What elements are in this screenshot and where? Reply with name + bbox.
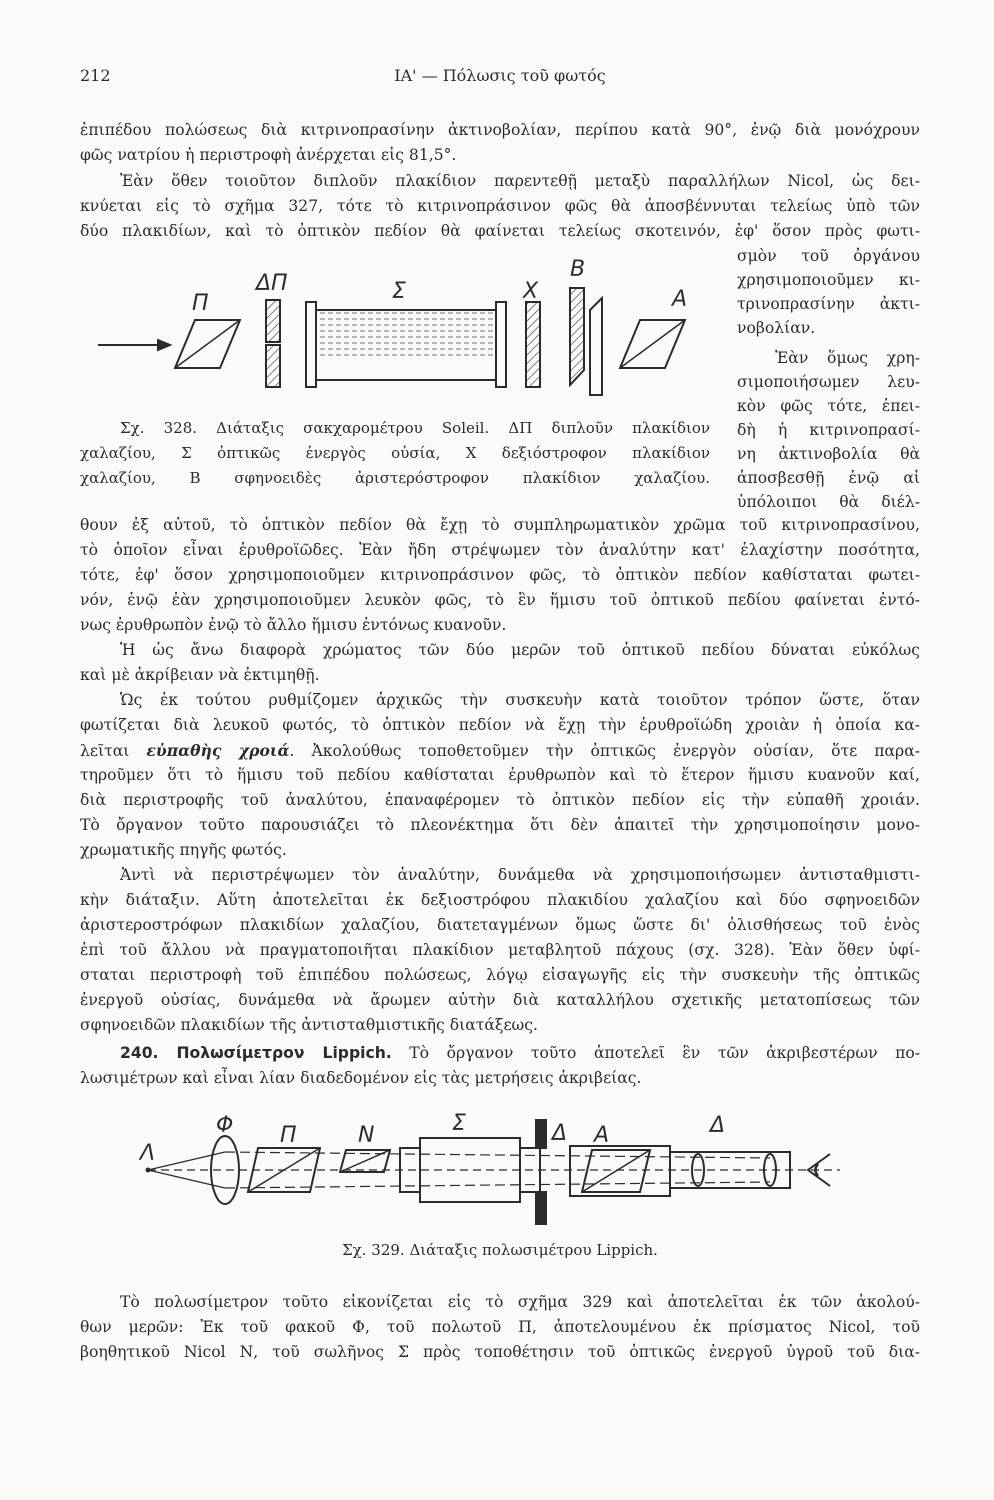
emphasis-term: εὐπαθὴς χροιά [146,741,290,760]
page-number: 212 [80,66,111,85]
text-line: φωτίζεται διὰ λευκοῦ φωτός, τὸ ὀπτικὸν πεδίον νὰ ἔχῃ τὴν ἐρυθροϊώδη χροιὰν ἡ ὁποία κα- [80,716,920,734]
text-line: ἐνεργοῦ οὐσίας, δυνάμεθα νὰ ἄρωμεν αὐτὴν διὰ καταλλήλου σχετικῆς μετατοπίσεως τῶν [80,991,920,1009]
text-line: νως ἐρυθρωπὸν ἐνῷ τὸ ἄλλο ἥμισυ ἐντόνως κυανοῦν. [80,616,507,634]
text-line: κὴν διάταξιν. Αὕτη ἀποτελεῖται ἐκ δεξιοστρόφου πλακιδίου χαλαζίου καὶ δύο σφηνοειδῶν [80,891,920,909]
label-source: Λ [140,1141,156,1166]
side-text-line: δὴ ἡ κιτρινοπρασί- [737,421,920,439]
text-line: Ὡς ἐκ τούτου ρυθμίζομεν ἀρχικῶς τὴν συσκευὴν κατὰ τοιοῦτον τρόπον ὥστε, ὅταν [120,691,920,709]
double-plate-upper [266,300,280,342]
text-line: Τὸ πολωσίμετρον τοῦτο εἰκονίζεται εἰς τὸ σχῆμα 329 καὶ ἀποτελεῖται ἐκ τῶν ἀκολού- [120,1293,920,1311]
light-source [146,1168,151,1173]
text-line: ἐπὶ τοῦ ἄλλου νὰ πραγματοποιῆται πλακίδιον μεταβλητοῦ πάχους (σχ. 328). Ἐὰν ὅθεν ὑφί- [80,941,920,959]
double-plate-lower [266,345,280,387]
label-auxiliary-nicol: Ν [358,1123,375,1148]
label-telescope: Δ [710,1113,726,1138]
text-line: θουν ἐξ αὐτοῦ, τὸ ὀπτικὸν πεδίον θὰ ἔχῃ τὸ συμπληρωματικὸν χρῶμα τοῦ κιτρινοπρασίνου, [80,516,920,534]
section-heading: 240. Πολωσίμετρον Lippich. [120,1044,392,1062]
text-line: δύο πλακιδίων, καὶ τὸ ὀπτικὸν πεδίον θὰ φαίνεται τελείως σκοτεινόν, ἐφ' ὅσον πρὸς φωτι- [80,222,920,240]
section-240-heading-line [120,1043,920,1064]
text-line: λωσιμέτρων καὶ εἶναι λίαν διαδεδομένον εἰς τὰς μετρήσεις ἀκριβείας. [80,1069,642,1087]
analyzer-housing [570,1146,670,1196]
label-analyzer: Α [594,1123,610,1148]
wedge-plate-upper [570,288,584,385]
text-line: σταται περιστροφὴ τοῦ ἐπιπέδου πολώσεως, λόγῳ εἰσαγωγῆς εἰς τὴν συσκευὴν τῆς ὀπτικῶς [80,966,920,984]
label-polarizer: Π [192,291,209,316]
side-text-line: τρινοπρασίνην ἀκτι- [737,295,920,313]
text-line: τηροῦμεν ὅτι τὸ ἥμισυ τοῦ πεδίου καθίσταται ἐρυθρωπὸν καὶ τὸ ἕτερον ἥμισυ κυανοῦν καί, [80,766,920,784]
side-text-line: χρησιμοποιοῦμεν κι- [737,271,920,289]
label-lens: Φ [216,1113,234,1138]
text-span: . Ἀκολούθως τοποθετοῦμεν τὴν ὀπτικῶς ἐνεργὸν οὐσίαν, ὅτε παρα- [289,742,920,760]
page-header [80,66,920,90]
diaphragm-upper [536,1120,546,1148]
figure-329-lippich-polarimeter [130,1110,870,1230]
side-text-line: νοβολίαν. [737,319,816,337]
side-text-line: κὸν φῶς τότε, ἐπει- [737,397,920,415]
text-line: φῶς νατρίου ἡ περιστροφὴ ἀνέρχεται εἰς 81,5°. [80,146,457,164]
text-line [80,740,920,762]
text-line: τότε, ἐφ' ὅσον χρησιμοποιοῦμεν κιτρινοπράσινον φῶς, τὸ ὀπτικὸν πεδίον καθίσταται φωτει- [80,566,920,584]
running-head: ΙΑ' — Πόλωσις τοῦ φωτός [394,66,606,85]
label-diaphragm: Δ [552,1121,568,1146]
text-line: Ἡ ὡς ἄνω διαφορὰ χρώματος τῶν δύο μερῶν τοῦ ὀπτικοῦ πεδίου δύναται εὐκόλως [120,641,920,659]
label-analyzer: Α [672,287,688,312]
figure-328-soleil-saccharimeter [80,250,720,410]
diaphragm-lower [536,1192,546,1224]
text-line: ἐπιπέδου πολώσεως διὰ κιτρινοπρασίνην ἀκτινοβολίαν, περίπου κατὰ 90°, ἐνῷ διὰ μονόχρουν [80,121,920,139]
text-span: Τὸ ὄργανον τοῦτο ἀποτελεῖ ἓν τῶν ἀκριβεστέρων πο- [391,1044,920,1062]
side-text-line: ὑπόλοιποι θὰ διέλ- [737,493,920,511]
text-span: λεῖται [80,742,147,760]
text-line: βοηθητικοῦ Nicol Ν, τοῦ σωλῆνος Σ πρὸς τοποθέτησιν τοῦ ὀπτικῶς ἐνεργοῦ ὑγροῦ τοῦ δια- [80,1343,920,1361]
text-line: νόν, ἐνῷ ἐὰν χρησιμοποιοῦμεν λευκὸν φῶς, τὸ ἓν ἥμισυ τοῦ ὀπτικοῦ πεδίου φαίνεται ἐντό- [80,591,920,609]
tube-right-cap [496,302,506,387]
text-line: Τὸ ὄργανον τοῦτο παρουσιάζει τὸ πλεονέκτημα ὅτι δὲν ἀπαιτεῖ τὴν χρησιμοποίησιν μονο- [80,816,920,834]
label-tube: Σ [392,279,406,304]
label-wedges: Β [570,257,586,282]
label-double-plate: ΔΠ [256,271,288,296]
figure-328-caption-line: χαλαζίου, Β σφηνοειδὲς ἀριστερόστροφον πλακίδιον χαλαζίου. [80,469,710,487]
side-text-line: νη ἀκτινοβολία θὰ [737,445,920,463]
tube-liquid [318,312,494,360]
text-line: διὰ περιστροφῆς τοῦ ἀναλύτου, ἐπαναφέρομεν τὸ ὀπτικὸν πεδίον εἰς τὴν εὐπαθῆ χροιάν. [80,791,920,809]
text-line: χρωματικῆς πηγῆς φωτός. [80,841,287,859]
side-text-line: σμὸν τοῦ ὀργάνου [737,247,920,265]
side-text-line: ἀποσβεσθῇ ἐνῷ αἱ [737,469,920,487]
figure-329-caption: Σχ. 329. Διάταξις πολωσιμέτρου Lippich. [342,1241,658,1259]
figure-328-caption-line: Σχ. 328. Διάταξις σακχαρομέτρου Soleil. ΔΠ διπλοῦν πλακίδιον [120,419,710,437]
text-line: τὸ ὁποῖον εἶναι ἐρυθροϊῶδες. Ἐὰν ἤδη στρέψωμεν τὸν ἀναλύτην κατ' ἐλαχίστην ποσότητα, [80,541,920,559]
label-x-plate: Χ [523,279,539,304]
label-polarizer: Π [280,1123,297,1148]
side-text-line: σιμοποιήσωμεν λευ- [737,373,920,391]
text-line: καὶ μὲ ἀκρίβειαν νὰ ἐκτιμηθῇ. [80,666,320,684]
wedge-plate-lower [590,298,602,395]
dextrorotatory-plate [526,302,540,387]
text-line: Ἐὰν ὅθεν τοιοῦτον διπλοῦν πλακίδιον παρεντεθῇ μεταξὺ παραλλήλων Nicol, ὡς δει- [120,172,920,190]
side-text-line: Ἐὰν ὅμως χρη- [775,349,920,367]
label-tube: Σ [452,1111,466,1136]
figure-328-caption-line: χαλαζίου, Σ ὀπτικῶς ἐνεργὸς οὐσία, Χ δεξιόστροφον πλακίδιον [80,444,710,462]
text-line: κνύεται εἰς τὸ σχῆμα 327, τότε τὸ κιτρινοπράσινον φῶς θὰ ἀποσβέννυται τελείως ὑπὸ τῶν [80,197,920,215]
text-line: σφηνοειδῶν πλακιδίων τῆς ἀντισταθμιστικῆς διατάξεως. [80,1016,538,1034]
text-line: θων μερῶν: Ἐκ τοῦ φακοῦ Φ, τοῦ πολωτοῦ Π, ἀποτελουμένου ἐκ πρίσματος Nicol, τοῦ [80,1318,920,1336]
text-line: ἀριστεροστρόφων πλακιδίων χαλαζίου, διατεταγμένων ὅμως ὥστε δι' ὀλισθήσεως τοῦ ἑνὸς [80,916,920,934]
text-line: Ἀντὶ νὰ περιστρέψωμεν τὸν ἀναλύτην, δυνάμεθα νὰ χρησιμοποιήσωμεν ἀντισταθμιστι- [120,866,920,884]
tube-left-cap [306,302,316,387]
arrow-head-icon [158,340,170,350]
